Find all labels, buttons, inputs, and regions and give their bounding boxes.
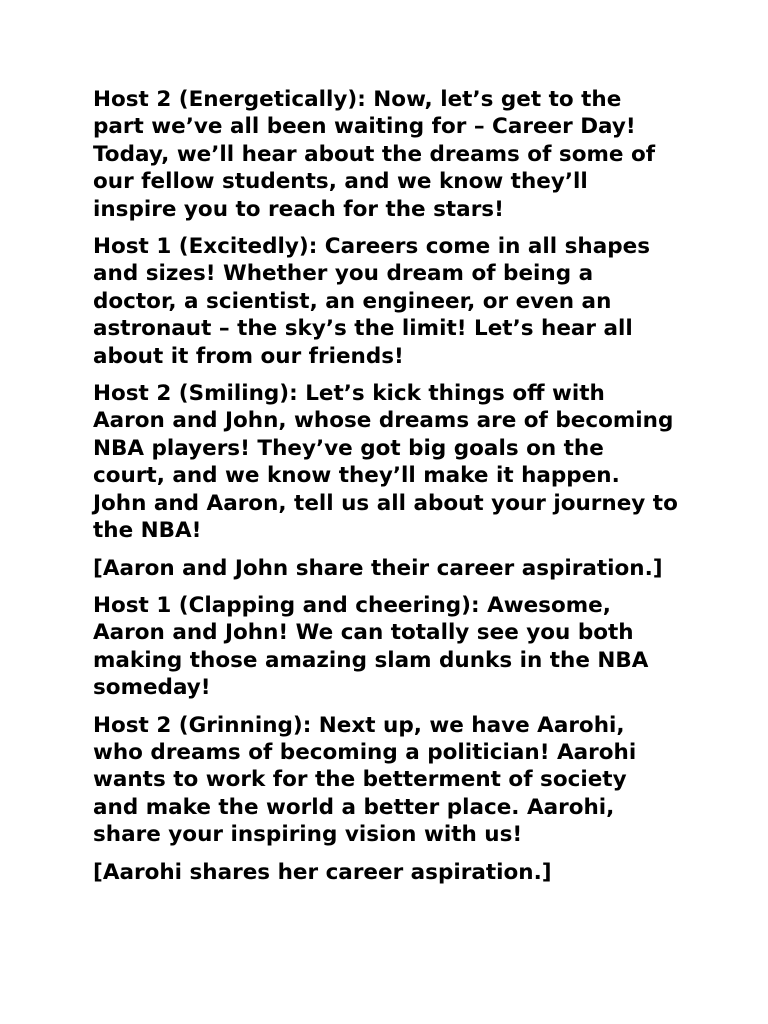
stage-direction-aaron-john: [Aaron and John share their career aspiration.] xyxy=(93,555,663,581)
paragraph-host1-cheering: Host 1 (Clapping and cheering): Awesome, Aaron and John! We can totally see you both making those amazing slam dunks in the NBA someday! xyxy=(93,592,649,701)
paragraph-host2-aarohi: Host 2 (Grinning): Next up, we have Aarohi, who dreams of becoming a politician! Aarohi wants to work for the betterment of society and make the world a better place. Aarohi, share your inspiring vision with us! xyxy=(93,712,637,848)
paragraph-host2-nba: Host 2 (Smiling): Let’s kick things off with Aaron and John, whose dreams are of becoming NBA players! They’ve got big goals on the court, and we know they’ll make it happen. John and Aaron, tell us all about your journey to the NBA! xyxy=(93,381,678,544)
document-page xyxy=(93,86,678,896)
paragraph-host1-careers: Host 1 (Excitedly): Careers come in all shapes and sizes! Whether you dream of being a doctor, a scientist, an engineer, or even an astronaut – the sky’s the limit! Let’s hear all about it from our friends! xyxy=(93,234,651,369)
stage-direction-aarohi: [Aarohi shares her career aspiration.] xyxy=(93,859,552,885)
paragraph-host2-intro: Host 2 (Energetically): Now, let’s get to the part we’ve all been waiting for – Career Day! Today, we’ll hear about the dreams of some of our fellow students, and we know they’ll inspire you to reach for the stars! xyxy=(93,87,656,222)
